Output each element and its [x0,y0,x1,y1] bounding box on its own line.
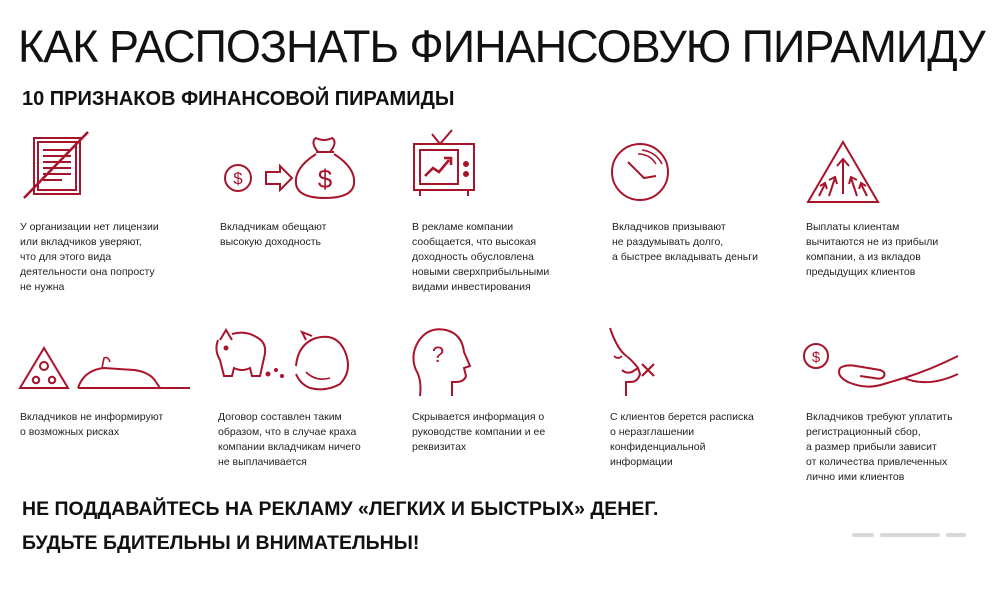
cheese-mousetrap-icon [18,342,193,394]
footer-warning-line-1: НЕ ПОДДАВАЙТЕСЬ НА РЕКЛАМУ «ЛЕГКИХ И БЫСТРЫХ» ДЕНЕГ. [22,498,659,520]
page-title: КАК РАСПОЗНАТЬ ФИНАНСОВУЮ ПИРАМИДУ [18,21,985,72]
pyramid-arrows-icon [805,138,881,206]
page-subtitle: 10 ПРИЗНАКОВ ФИНАНСОВОЙ ПИРАМИДЫ [22,88,455,110]
sign-6-description: Вкладчиков не информируют о возможных рисках [20,411,164,438]
piggy-bank-crash-icon [212,326,352,394]
crossed-license-document-icon [20,130,90,206]
sign-1-description: У организации нет лицензии или вкладчиков уверяют, что для этого вида деятельности она попросту не нужна [20,221,159,293]
svg-text:$: $ [811,349,821,366]
sign-2-description: Вкладчикам обещают высокую доходность [220,221,327,248]
tv-rising-chart-icon [410,128,480,203]
svg-text:?: ? [431,342,445,367]
sign-3-description: В рекламе компании сообщается, что высокая доходность обусловлена новыми сверхприбыльными видами инвестирования [412,221,550,293]
sign-8-description: Скрывается информация о руководстве компании и ее реквизитах [412,411,546,453]
footer-warning-line-2: БУДЬТЕ БДИТЕЛЬНЫ И ВНИМАТЕЛЬНЫ! [22,532,420,554]
dollar-coin-to-money-bag-icon [218,132,368,207]
silent-face-icon [604,326,664,398]
faded-watermark [852,528,972,542]
hand-coin-icon [800,342,960,398]
svg-text:$: $ [233,169,243,188]
svg-text:$: $ [317,164,333,194]
sign-4-description: Вкладчиков призывают не раздумывать долго, а быстрее вкладывать деньги [612,221,758,263]
sign-7-description: Договор составлен таким образом, что в случае краха компании вкладчикам ничего не выплачивается [218,411,361,468]
sign-5-description: Выплаты клиентам вычитаются не из прибыли компании, а из вкладов предыдущих клиентов [806,221,939,278]
sign-9-description: С клиентов берется расписка о неразглашении конфиденциальной информации [610,411,754,468]
sign-10-description: Вкладчиков требуют уплатить регистрационный сбор, а размер прибыли зависит от количества привлеченных лично ими клиентов [806,411,953,483]
head-question-icon [410,326,472,398]
hurry-clock-icon [610,140,674,204]
